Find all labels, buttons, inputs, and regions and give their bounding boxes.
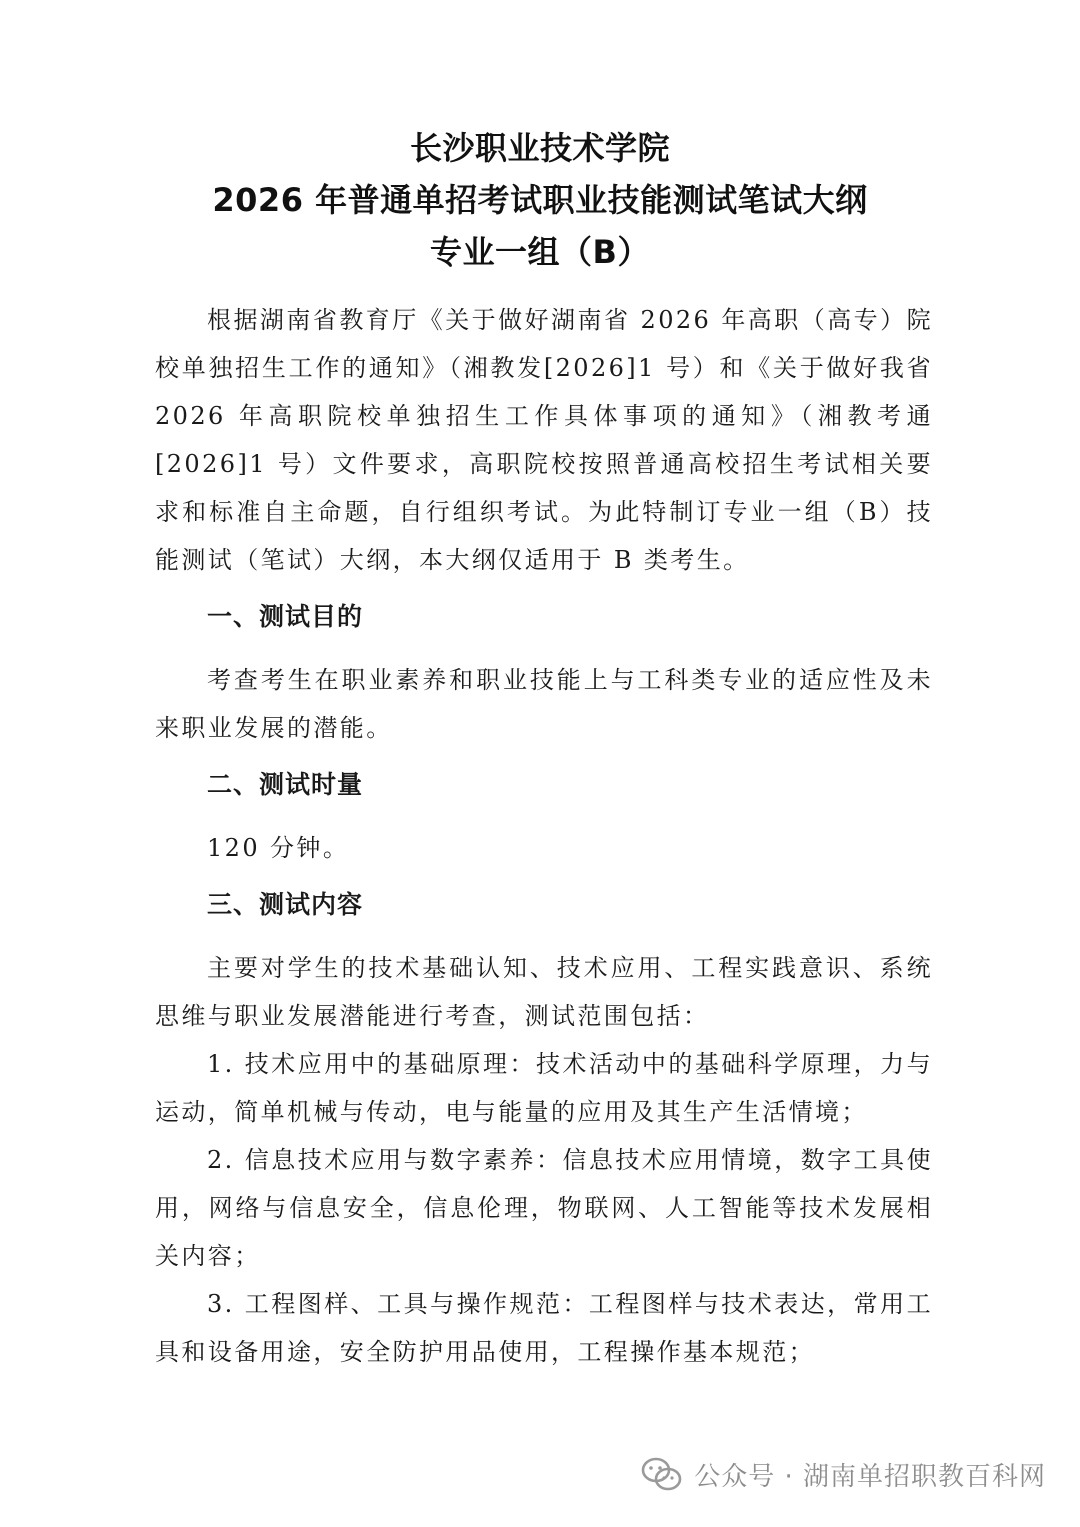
title-group: 专业一组（B） — [430, 233, 650, 271]
watermark — [640, 1452, 1046, 1496]
section-heading-duration: 二、测试时量 — [207, 770, 364, 799]
duration-paragraph: 120 分钟。 — [207, 834, 350, 862]
content-item-2: 2. 信息技术应用与数字素养：信息技术应用情境，数字工具使用，网络与信息安全，信息伦理，物联网、人工智能等技术发展相关内容； — [155, 1146, 933, 1270]
title-school: 长沙职业技术学院 — [409, 129, 670, 167]
title-exam: 2026 年普通单招考试职业技能测试笔试大纲 — [212, 181, 868, 219]
document-title — [0, 122, 1080, 278]
content-item-1: 1. 技术应用中的基础原理：技术活动中的基础科学原理，力与运动，简单机械与传动，电与能量的应用及其生产生活情境； — [155, 1050, 933, 1126]
purpose-paragraph: 考查考生在职业素养和职业技能上与工科类专业的适应性及未来职业发展的潜能。 — [155, 666, 933, 742]
section-heading-purpose: 一、测试目的 — [207, 602, 364, 631]
section-heading-content: 三、测试内容 — [207, 890, 364, 919]
wechat-official-account-icon — [640, 1454, 684, 1494]
intro-paragraph: 根据湖南省教育厅《关于做好湖南省 2026 年高职（高专）院校单独招生工作的通知》（湘教发[2026]1 号）和《关于做好我省 2026 年高职院校单独招生工作具体事项的通知》（湘教考通[2026]1 号）文件要求，高职院校按照普通高校招生考试相关要求和标准自主命题，自行组织考试。为此特制订专业一组（B）技能测试（笔试）大纲，本大纲仅适用于 B 类考生。 — [155, 306, 934, 574]
content-item-3: 3. 工程图样、工具与操作规范：工程图样与技术表达，常用工具和设备用途，安全防护用品使用，工程操作基本规范； — [155, 1290, 933, 1366]
document-body — [155, 296, 933, 1376]
content-intro-paragraph: 主要对学生的技术基础认知、技术应用、工程实践意识、系统思维与职业发展潜能进行考查，测试范围包括： — [155, 954, 933, 1030]
watermark-text: 公众号 · 湖南单招职教百科网 — [694, 1461, 1046, 1492]
